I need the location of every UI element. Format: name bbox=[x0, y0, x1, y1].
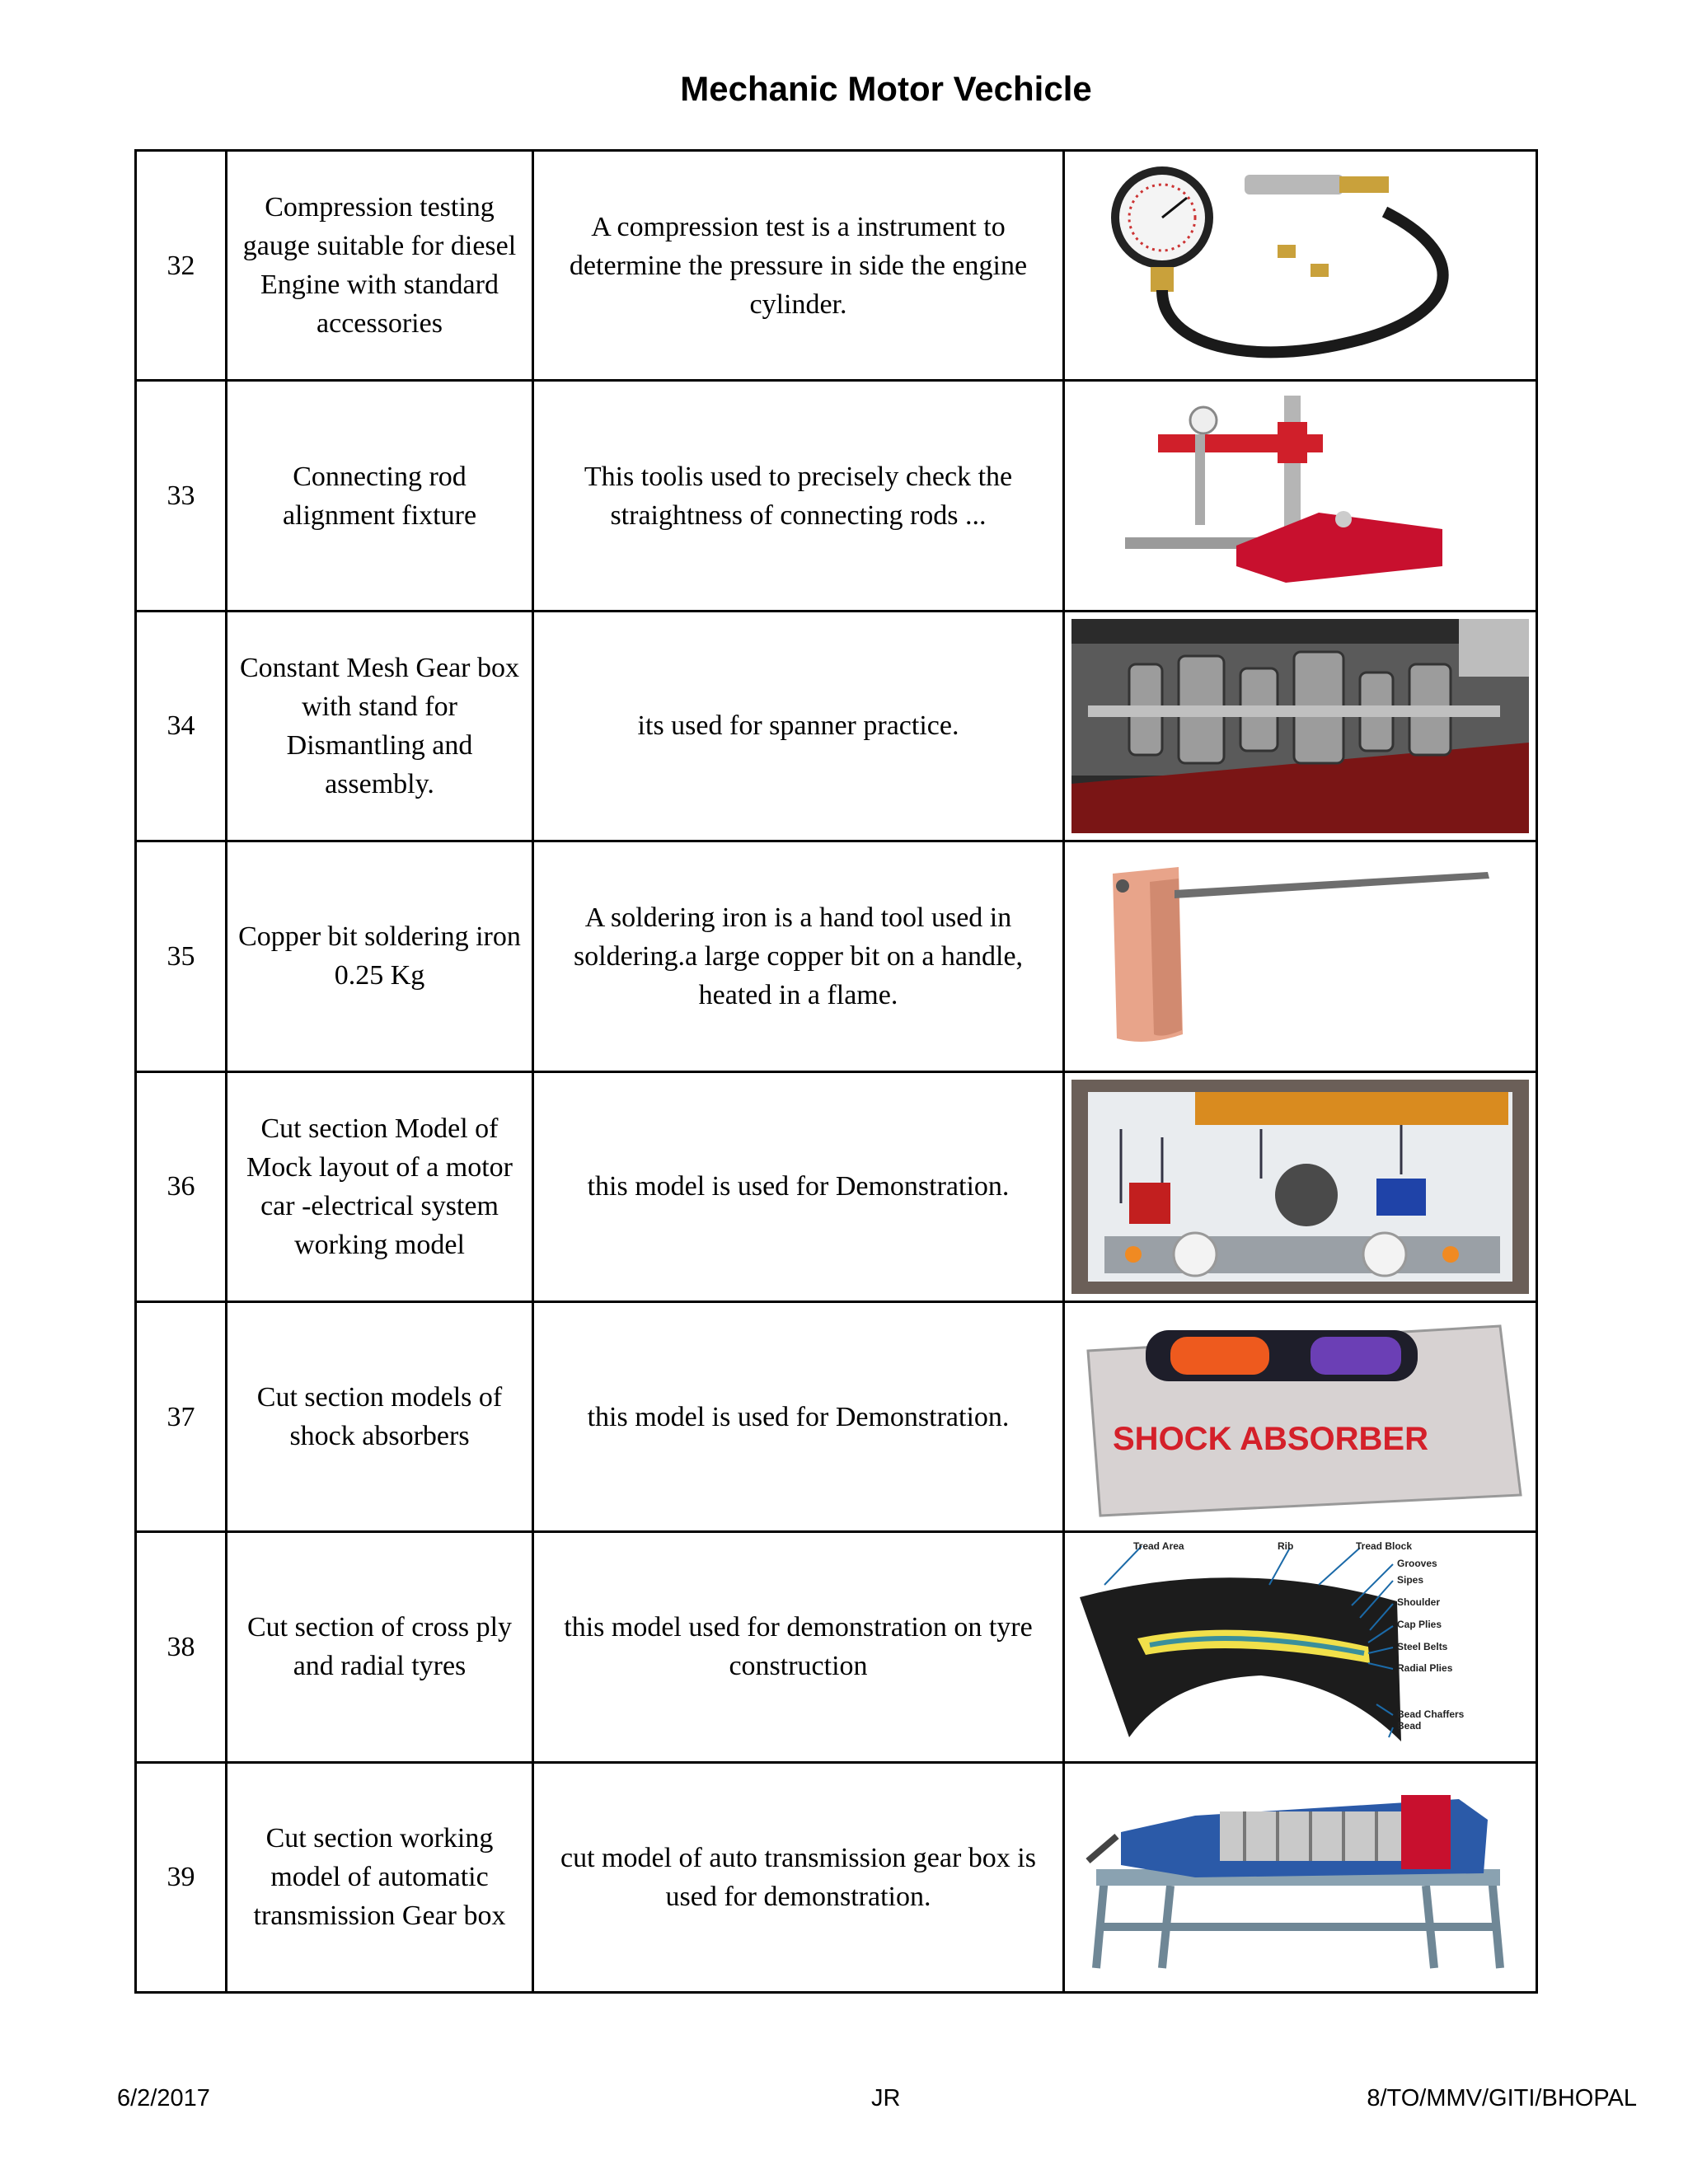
item-image bbox=[1064, 1071, 1537, 1301]
page-title: Mechanic Motor Vechicle bbox=[680, 69, 1092, 108]
gearbox-icon bbox=[1071, 619, 1529, 833]
item-name: Cut section models of shock absorbers bbox=[227, 1301, 533, 1531]
tyre-label: Shoulder bbox=[1397, 1596, 1441, 1609]
item-name: Cut section of cross ply and radial tyres bbox=[227, 1532, 533, 1762]
compression-gauge-icon bbox=[1071, 158, 1529, 373]
item-name: Copper bit soldering iron 0.25 Kg bbox=[227, 841, 533, 1071]
tyre-label: Rib bbox=[1278, 1540, 1294, 1553]
item-number: 35 bbox=[136, 841, 227, 1071]
table-row bbox=[136, 1762, 1537, 1992]
table-row bbox=[136, 1532, 1537, 1762]
footer-initials: JR bbox=[871, 2085, 901, 2111]
shock-absorber-icon bbox=[1071, 1310, 1529, 1524]
tyre-label: Cap Plies bbox=[1397, 1619, 1442, 1631]
item-description: this model is used for Demonstration. bbox=[533, 1071, 1064, 1301]
item-image bbox=[1064, 381, 1537, 611]
item-image bbox=[1064, 611, 1537, 841]
shock-absorber-label: SHOCK ABSORBER bbox=[1113, 1421, 1428, 1458]
item-number: 38 bbox=[136, 1532, 227, 1762]
tyre-label: Tread Block bbox=[1356, 1540, 1413, 1553]
alignment-fixture-icon bbox=[1071, 389, 1529, 603]
item-name: Constant Mesh Gear box with stand for Dismantling and assembly. bbox=[227, 611, 533, 841]
item-image bbox=[1064, 151, 1537, 381]
item-name: Cut section Model of Mock layout of a motor car -electrical system working model bbox=[227, 1071, 533, 1301]
item-image bbox=[1064, 1532, 1537, 1762]
item-description: A compression test is a instrument to determine the pressure in side the engine cylinder. bbox=[533, 151, 1064, 381]
tyre-label: Steel Belts bbox=[1397, 1641, 1448, 1653]
item-number: 39 bbox=[136, 1762, 227, 1992]
table-row bbox=[136, 611, 1537, 841]
tyre-label: Bead Chaffers bbox=[1397, 1708, 1465, 1721]
item-description: cut model of auto transmission gear box is used for demonstration. bbox=[533, 1762, 1064, 1992]
table-row bbox=[136, 381, 1537, 611]
item-description: this model used for demonstration on tyre construction bbox=[533, 1532, 1064, 1762]
item-description: This toolis used to precisely check the straightness of connecting rods ... bbox=[533, 381, 1064, 611]
table-row bbox=[136, 1301, 1537, 1531]
tyre-label: Grooves bbox=[1397, 1558, 1437, 1570]
tyre-section-icon bbox=[1071, 1540, 1529, 1754]
table-row bbox=[136, 151, 1537, 381]
tyre-label: Bead bbox=[1397, 1720, 1422, 1732]
footer-reference: 8/TO/MMV/GITI/BHOPAL bbox=[1367, 2085, 1637, 2111]
auto-transmission-icon bbox=[1071, 1770, 1529, 1985]
item-image bbox=[1064, 1762, 1537, 1992]
item-name: Compression testing gauge suitable for diesel Engine with standard accessories bbox=[227, 151, 533, 381]
tyre-label: Radial Plies bbox=[1397, 1662, 1453, 1675]
item-image bbox=[1064, 1301, 1537, 1531]
item-name: Connecting rod alignment fixture bbox=[227, 381, 533, 611]
item-description: this model is used for Demonstration. bbox=[533, 1301, 1064, 1531]
item-description: its used for spanner practice. bbox=[533, 611, 1064, 841]
footer-date: 6/2/2017 bbox=[117, 2085, 210, 2111]
item-number: 34 bbox=[136, 611, 227, 841]
item-image bbox=[1064, 841, 1537, 1071]
soldering-iron-icon bbox=[1071, 849, 1529, 1063]
table-row bbox=[136, 841, 1537, 1071]
item-name: Cut section working model of automatic transmission Gear box bbox=[227, 1762, 533, 1992]
equipment-table bbox=[134, 149, 1538, 1994]
tyre-label: Tread Area bbox=[1133, 1540, 1184, 1553]
table-row bbox=[136, 1071, 1537, 1301]
item-number: 33 bbox=[136, 381, 227, 611]
item-number: 37 bbox=[136, 1301, 227, 1531]
tyre-label: Sipes bbox=[1397, 1574, 1424, 1586]
item-description: A soldering iron is a hand tool used in soldering.a large copper bit on a handle, heated in a flame. bbox=[533, 841, 1064, 1071]
item-number: 32 bbox=[136, 151, 227, 381]
electrical-model-icon bbox=[1071, 1080, 1529, 1294]
item-number: 36 bbox=[136, 1071, 227, 1301]
